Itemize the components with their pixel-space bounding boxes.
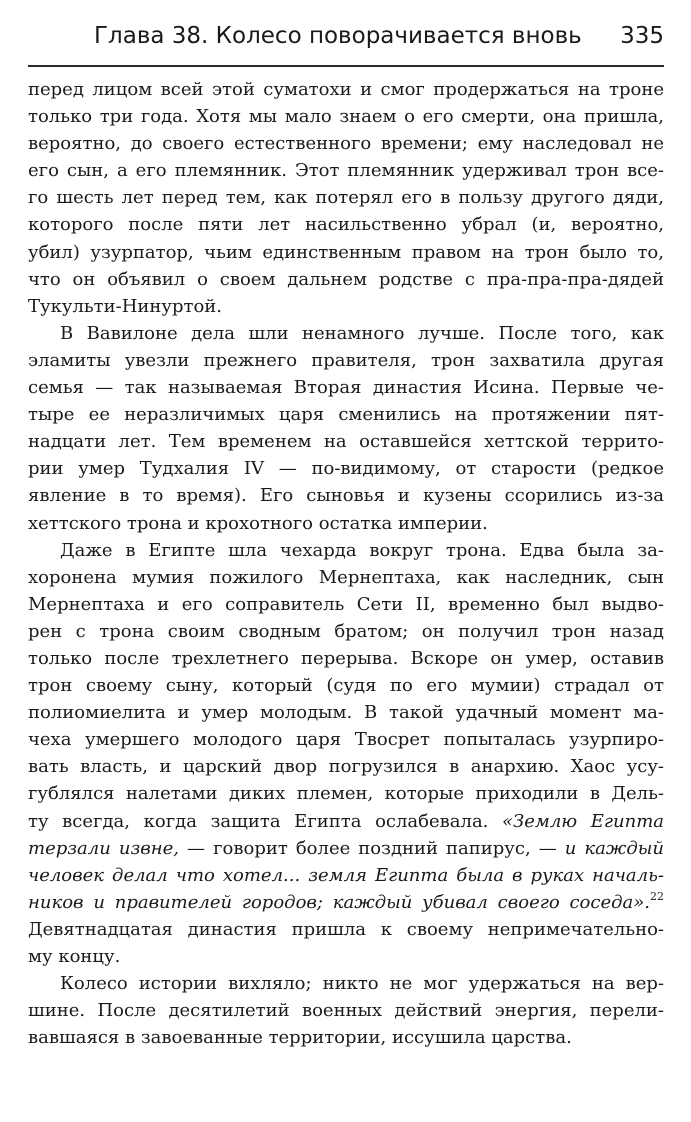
italic-quote: «Землю Египта: [502, 810, 664, 832]
text-run: шине. После десятилетий военных действий энергия, перели-: [28, 1000, 664, 1022]
text-line: [28, 266, 664, 293]
text-run: го шесть лет перед тем, как потерял его в пользу другого дяди,: [28, 187, 664, 209]
text-line: [28, 970, 664, 997]
text-run: хеттского трона и крохотного остатка империи.: [28, 512, 488, 534]
text-run: му концу.: [28, 946, 121, 967]
text-run: полиомиелита и умер молодым. В такой удачный момент ма-: [28, 702, 664, 724]
text-line: [28, 916, 664, 943]
text-line: [28, 618, 664, 645]
text-line: [28, 699, 664, 726]
text-line: [28, 835, 664, 862]
text-line: [28, 889, 664, 916]
chapter-title: Глава 38. Колесо поворачивается вновь: [94, 23, 582, 49]
italic-quote: человек делал что хотел... земля Египта была в руках началь-: [28, 864, 664, 886]
text-line: [28, 672, 664, 699]
text-run: чеха умершего молодого царя Твосрет попыталась узурпиро-: [28, 729, 664, 751]
italic-quote: и каждый: [564, 837, 665, 859]
text-run: Колесо истории вихляло; никто не мог удержаться на вер-: [60, 973, 664, 995]
paragraph: [28, 320, 664, 537]
text-line: [28, 591, 664, 618]
text-line: [28, 455, 664, 482]
text-run: Даже в Египте шла чехарда вокруг трона. Едва была за-: [60, 539, 664, 561]
text-run: надцати лет. Тем временем на оставшейся хеттской террито-: [28, 431, 664, 453]
text-line: [28, 157, 664, 184]
text-line: [28, 103, 664, 130]
text-run: его сын, а его племянник. Этот племянник удерживал трон все-: [28, 160, 664, 182]
text-line: [28, 211, 664, 238]
text-line: [28, 862, 664, 889]
text-run: Девятнадцатая династия пришла к своему непримечательно-: [28, 918, 664, 940]
body-text: [28, 76, 664, 1051]
text-line: [28, 239, 664, 266]
text-run: вероятно, до своего естественного времени; ему наследовал не: [28, 133, 664, 155]
text-line: [28, 808, 664, 835]
text-line: [28, 645, 664, 672]
text-run: гублялся налетами диких племен, которые приходили в Дель-: [28, 783, 664, 805]
text-run: вавшаяся в завоеванные территории, иссушила царства.: [28, 1027, 572, 1049]
italic-quote: терзали извне,: [28, 837, 180, 859]
text-line: [28, 184, 664, 211]
text-line: [28, 726, 664, 753]
text-line: [28, 320, 664, 347]
text-line: [28, 428, 664, 455]
paragraph: [28, 76, 664, 320]
text-line: [28, 943, 664, 970]
footnote-ref: 22: [650, 889, 664, 903]
text-line: [28, 347, 664, 374]
text-run: семья — так называемая Вторая династия Исина. Первые че-: [28, 377, 664, 399]
text-run: — говорит более поздний папирус, —: [179, 837, 565, 859]
paragraph: [28, 537, 664, 971]
text-run: что он объявил о своем дальнем родстве с пра-пра-пра-дядей: [28, 268, 664, 290]
text-run: трон своему сыну, который (судя по его мумии) страдал от: [28, 675, 664, 697]
text-line: [28, 564, 664, 591]
text-run: Тукульти-Нинуртой.: [28, 295, 223, 317]
text-run: В Вавилоне дела шли ненамного лучше. После того, как: [60, 322, 664, 344]
text-run: рен с трона своим сводным братом; он получил трон назад: [28, 620, 664, 642]
text-run: тыре ее неразличимых царя сменились на протяжении пят-: [28, 404, 664, 426]
text-line: [28, 1024, 664, 1051]
paragraph: [28, 970, 664, 1051]
text-run: рии умер Тудхалия IV — по-видимому, от старости (редкое: [28, 458, 664, 480]
text-line: [28, 780, 664, 807]
text-run: только три года. Хотя мы мало знаем о его смерти, она пришла,: [28, 106, 664, 128]
text-run: ту всегда, когда защита Египта ослабевала.: [28, 810, 503, 832]
header-rule: [28, 65, 664, 67]
text-run: убил) узурпатор, чьим единственным правом на трон было то,: [28, 241, 664, 263]
text-line: [28, 997, 664, 1024]
text-run: перед лицом всей этой суматохи и смог продержаться на троне: [28, 79, 664, 100]
text-run: эламиты увезли прежнего правителя, трон захватила другая: [28, 349, 664, 371]
book-page: [28, 0, 664, 1122]
text-line: [28, 510, 664, 537]
italic-quote: ников и правителей городов; каждый убивал своего соседа».: [28, 891, 650, 913]
text-line: [28, 374, 664, 401]
text-line: [28, 401, 664, 428]
text-line: [28, 537, 664, 564]
text-line: [28, 130, 664, 157]
text-run: явление в то время). Его сыновья и кузены ссорились из-за: [28, 485, 664, 507]
text-run: вать власть, и царский двор погрузился в анархию. Хаос усу-: [28, 756, 664, 778]
text-line: [28, 293, 664, 320]
running-head: [28, 18, 664, 54]
page-number: 335: [620, 23, 664, 49]
text-line: [28, 482, 664, 509]
text-line: [28, 753, 664, 780]
text-line: [28, 76, 664, 103]
text-run: только после трехлетнего перерыва. Вскоре он умер, оставив: [28, 647, 664, 669]
text-run: Мернептаха и его соправитель Сети II, временно был выдво-: [28, 593, 664, 615]
text-run: которого после пяти лет насильственно убрал (и, вероятно,: [28, 214, 664, 236]
text-run: хоронена мумия пожилого Мернептаха, как наследник, сын: [28, 566, 664, 588]
